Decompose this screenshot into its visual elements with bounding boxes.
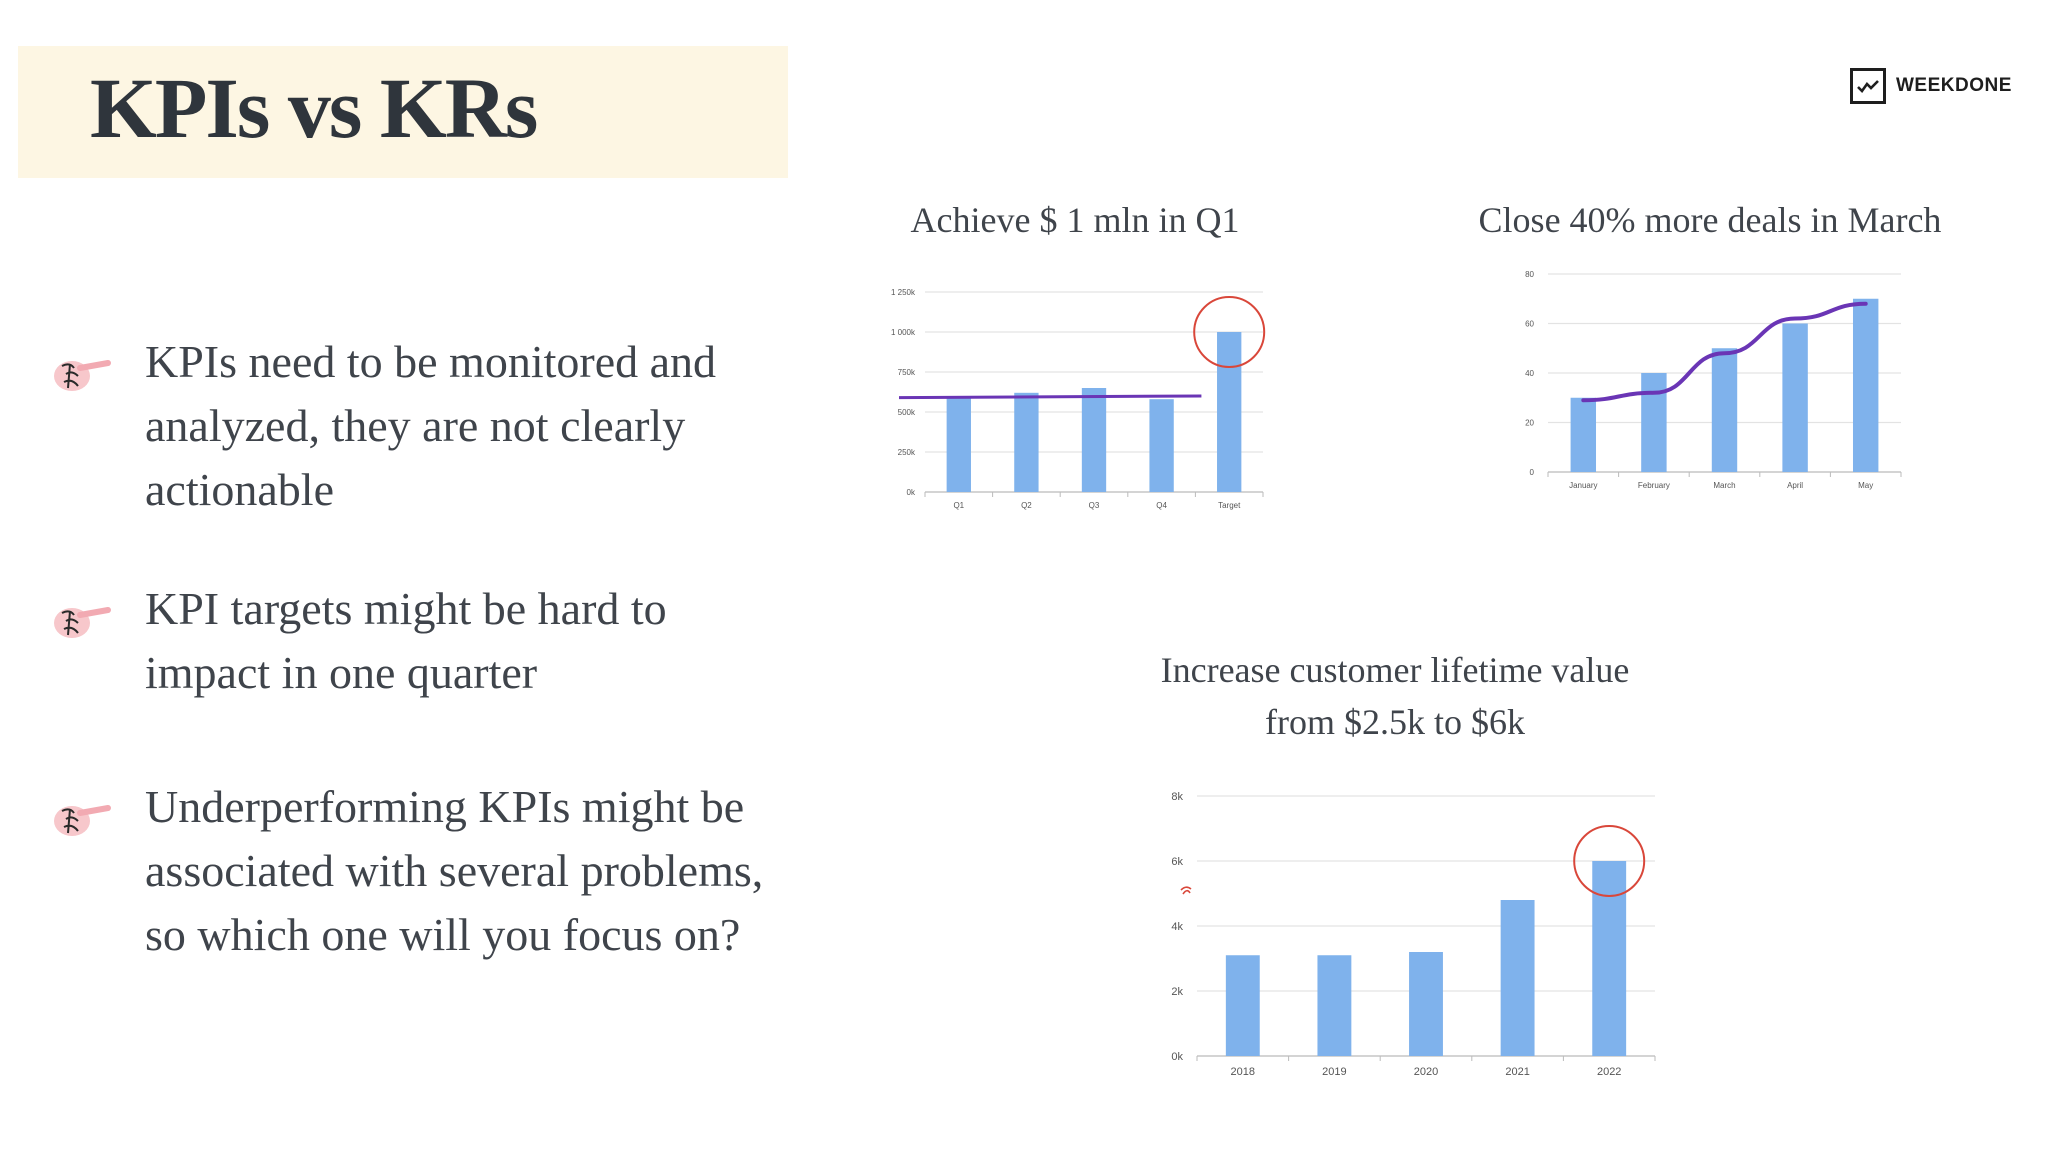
x-tick-label: March — [1713, 481, 1736, 490]
x-tick-label: Q3 — [1088, 501, 1100, 510]
bullet-text: KPI targets might be hard to impact in one quarter — [145, 583, 667, 698]
y-tick-label: 40 — [1525, 368, 1534, 378]
chart-revenue-q1 — [880, 280, 1280, 520]
x-tick-label: February — [1637, 481, 1670, 490]
bar-q4 — [1149, 399, 1173, 492]
bar-january — [1571, 398, 1596, 472]
reference-line — [899, 396, 1201, 398]
y-tick-label: 250k — [897, 447, 915, 457]
bullet-text: Underperforming KPIs might be associated with several problems, so which one will you focus on? — [145, 781, 764, 960]
x-tick-label: 2020 — [1413, 1066, 1439, 1078]
x-tick-label: 2022 — [1596, 1066, 1622, 1078]
y-tick-label: 0k — [1171, 1050, 1183, 1063]
chart-1-title: Achieve $ 1 mln in Q1 — [910, 200, 1240, 240]
bar-2022 — [1592, 861, 1626, 1056]
brand-name: WEEKDONE — [1896, 75, 2012, 96]
x-tick-label: April — [1787, 481, 1804, 490]
y-tick-label: 1 000k — [890, 327, 915, 337]
y-tick-label: 0k — [906, 487, 915, 497]
chart-2-title: Close 40% more deals in March — [1478, 200, 1942, 240]
bar-q1 — [947, 396, 971, 492]
y-tick-label: 6k — [1171, 855, 1183, 868]
y-tick-label: 2k — [1171, 985, 1183, 998]
x-tick-label: May — [1858, 481, 1874, 490]
bar-2019 — [1317, 955, 1351, 1056]
pointing-hand-icon — [50, 599, 112, 643]
y-tick-label: 20 — [1525, 418, 1534, 428]
pointing-hand-icon — [50, 797, 112, 841]
y-tick-label: 80 — [1525, 269, 1534, 279]
pointing-hand-icon — [50, 352, 112, 396]
x-tick-label: Q1 — [953, 501, 965, 510]
bar-2021 — [1501, 900, 1535, 1056]
bullet-item-3 — [50, 775, 815, 967]
y-tick-label: 0 — [1529, 467, 1534, 477]
bullet-item-2 — [50, 577, 765, 705]
x-tick-label: Target — [1218, 501, 1241, 510]
chart-3-title — [1115, 644, 1675, 748]
brand-logo[interactable] — [1850, 66, 2012, 106]
x-tick-label: Q2 — [1021, 501, 1032, 510]
chart-deals-march — [1508, 262, 1908, 502]
annotation-mark-icon — [1178, 882, 1194, 898]
bar-may — [1853, 299, 1878, 472]
y-tick-label: 1 250k — [890, 287, 915, 297]
y-tick-label: 60 — [1525, 319, 1534, 329]
page-title: KPIs vs KRs — [90, 60, 537, 156]
x-tick-label: 2018 — [1230, 1066, 1256, 1078]
bullet-text: KPIs need to be monitored and analyzed, they are not clearly actionable — [145, 336, 717, 515]
y-tick-label: 4k — [1171, 920, 1183, 933]
bar-target — [1217, 332, 1241, 492]
bar-2018 — [1226, 955, 1260, 1056]
checkmark-box-icon — [1850, 68, 1886, 104]
y-tick-label: 750k — [897, 367, 915, 377]
bar-march — [1712, 348, 1737, 472]
bar-q3 — [1082, 388, 1106, 492]
chart-3-title-line-1: Increase customer lifetime value — [1160, 650, 1630, 690]
x-tick-label: 2021 — [1505, 1066, 1530, 1078]
bar-april — [1782, 324, 1807, 473]
bar-q2 — [1014, 393, 1038, 492]
y-tick-label: 8k — [1171, 790, 1183, 803]
bullet-item-1 — [50, 330, 825, 522]
x-tick-label: 2019 — [1322, 1066, 1347, 1078]
bar-february — [1641, 373, 1666, 472]
chart-3-title-line-2: from $2.5k to $6k — [1265, 702, 1525, 742]
y-tick-label: 500k — [897, 407, 915, 417]
chart-customer-lifetime-value — [1150, 778, 1670, 1078]
x-tick-label: Q4 — [1156, 501, 1167, 510]
bar-2020 — [1409, 952, 1443, 1056]
x-tick-label: January — [1569, 481, 1598, 490]
